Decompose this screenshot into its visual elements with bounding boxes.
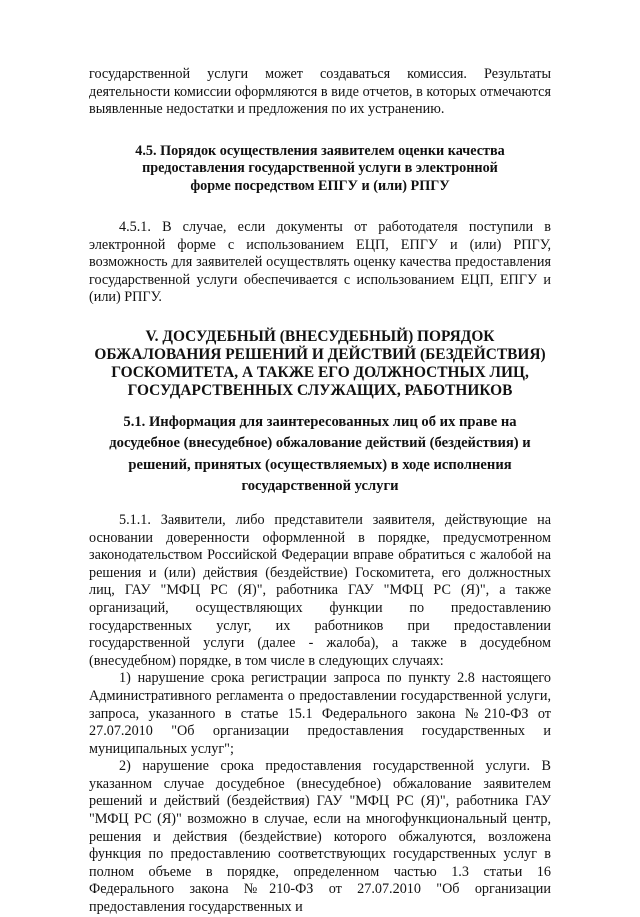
intro-paragraph: государственной услуги может создаваться комиссия. Результаты деятельности комиссии оформляются в виде отчетов, в которых отмечаются выявленные недостатки и предложения по их устранению. — [89, 66, 551, 118]
document-page — [89, 66, 551, 917]
paragraph-4-5-1: 4.5.1. В случае, если документы от работодателя поступили в электронной форме с использованием ЕЦП, ЕПГУ и (или) РПГУ, возможность для заявителей осуществлять оценку качества предоставления государственной услуги обеспечивается с использованием ЕЦП, ЕПГУ и (или) РПГУ. — [89, 219, 551, 306]
spacer — [89, 195, 551, 219]
list-item-2: 2) нарушение срока предоставления государственной услуги. В указанном случае досудебное (внесудебное) обжалование заявителем решений и действий (бездействия) ГАУ "МФЦ РС (Я)", работника ГАУ "МФЦ РС (Я)" возможно в случае, если на многофункциональный центр, решения и действия (бездействие) которого обжалуются, возложена функция по предоставлению соответствующих государственных услуг в полном объеме в порядке, определенном частью 1.3 статьи 16 Федерального закона №210-ФЗ от 27.07.2010 "Об организации предоставления государственных и — [89, 758, 551, 916]
section-v-heading: V. ДОСУДЕБНЫЙ (ВНЕСУДЕБНЫЙ) ПОРЯДОК ОБЖАЛОВАНИЯ РЕШЕНИЙ И ДЕЙСТВИЙ (БЕЗДЕЙСТВИЯ) ГОСКОМИТЕТА, А ТАКЖЕ ЕГО ДОЛЖНОСТНЫХ ЛИЦ, ГОСУДАРСТВЕННЫХ СЛУЖАЩИХ, РАБОТНИКОВ — [94, 327, 546, 399]
section-5-1-heading: 5.1. Информация для заинтересованных лиц об их праве на досудебное (внесудебное) обжалование действий (бездействия) и решений, принятых (осуществляемых) в ходе исполнения государственной услуги — [109, 413, 531, 495]
list-item-1: 1) нарушение срока регистрации запроса по пункту 2.8 настоящего Административного регламента о предоставлении государственной услуги, запроса, указанного в статье 15.1 Федерального закона №210-ФЗ от 27.07.2010 "Об организации предоставления государственных и муниципальных услуг"; — [89, 670, 551, 757]
section-4-5-heading: 4.5. Порядок осуществления заявителем оценки качества предоставления государственной услуги в электронной форме посредством ЕПГУ и (или) РПГУ — [135, 142, 505, 194]
paragraph-5-1-1: 5.1.1. Заявители, либо представители заявителя, действующие на основании доверенности оформленной в порядке, предусмотренном законодательством Российской Федерации вправе обратиться с жалобой на решения и (или) действия (бездействие) Госкомитета, его должностных лиц, ГАУ "МФЦ РС (Я)", работника ГАУ "МФЦ РС (Я)", а также организаций, осуществляющих функции по предоставлению государственных услуг, их работников при предоставлении государственной услуги (далее - жалоба), а также в досудебном (внесудебном) порядке, в том числе в следующих случаях: — [89, 511, 551, 669]
